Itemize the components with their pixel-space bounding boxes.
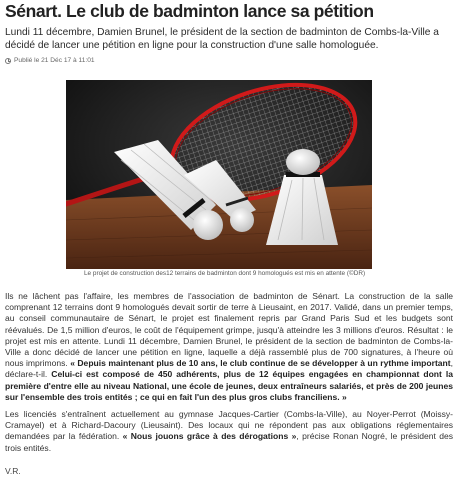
publish-meta (5, 57, 95, 64)
author-signature: V.R. (5, 466, 21, 476)
article-lead: Lundi 11 décembre, Damien Brunel, le président de la section de badminton de Combs-la-Ville a décidé de lancer une pétition en ligne pour la construction d'une salle homologuée. (5, 27, 439, 51)
paragraph-1-attribution: , déclare-t-il. (5, 358, 453, 380)
article-title: Sénart. Le club de badminton lance sa pétition (5, 1, 374, 21)
paragraph-2 (5, 409, 453, 454)
paragraph-2-text: Les licenciés s'entraînent actuellement au gymnase Jacques-Cartier (Combs-la-Ville), au Noyer-Perrot (Moissy-Cramayel) et à Richard-Dacoury (Lieusaint). Des locaux qui ne répondent pas aux obligations réglementaires demandées par la fédération. (5, 409, 453, 442)
paragraph-2-attribution: , précise Ronan Nogré, le président des trois entités. (5, 431, 454, 453)
quote-3: « Nous jouons grâce à des dérogations » (122, 431, 297, 442)
article-body (5, 291, 453, 460)
publish-date: Publié le 21 Déc 17 à 11:01 (14, 57, 95, 64)
article-photo (66, 80, 372, 269)
quote-2: Celui-ci est composé de 450 adhérents, plus de 12 équipes engagées en championnat dont la première d'entre elle au niveau National, une école de jeunes, deux entraîneurs salariés, et près de 200 jeunes sur l'ensemble des trois entités ; ce qui en fait l'un des plus gros clubs franciliens. » (5, 369, 453, 402)
paragraph-1-text: Ils ne lâchent pas l'affaire, les membres de l'association de badminton de Sénart. La construction de la salle comprenant 12 terrains dont 9 homologués devait sortir de terre à Lieusaint, en 2017. Validé, dans un premier temps, au conseil communautaire de Sénart, le projet est finalement repris par Grand Paris Sud et les budgets sont réévalués. De 1,5 million d'euros, le coût de l'équipement grimpe, jusqu'à atteindre les 3 millions d'euros. Résultat : le projet est mis en attente. Lundi 11 décembre, Damien Brunel, le président de la section de badminton de Combs-la-Ville a donc décidé de lancer une pétition en ligne, laquelle a déjà rassemblé plus de 700 signatures, à l'heure où nous imprimons. (5, 291, 453, 369)
paragraph-1 (5, 291, 453, 403)
clock-icon (5, 58, 11, 64)
quote-1: « Depuis maintenant plus de 10 ans, le club continue de se développer à un rythme important (70, 358, 451, 369)
image-caption: Le projet de construction des12 terrains de badminton dont 9 homologués est mis en attente (©DR) (84, 270, 366, 277)
